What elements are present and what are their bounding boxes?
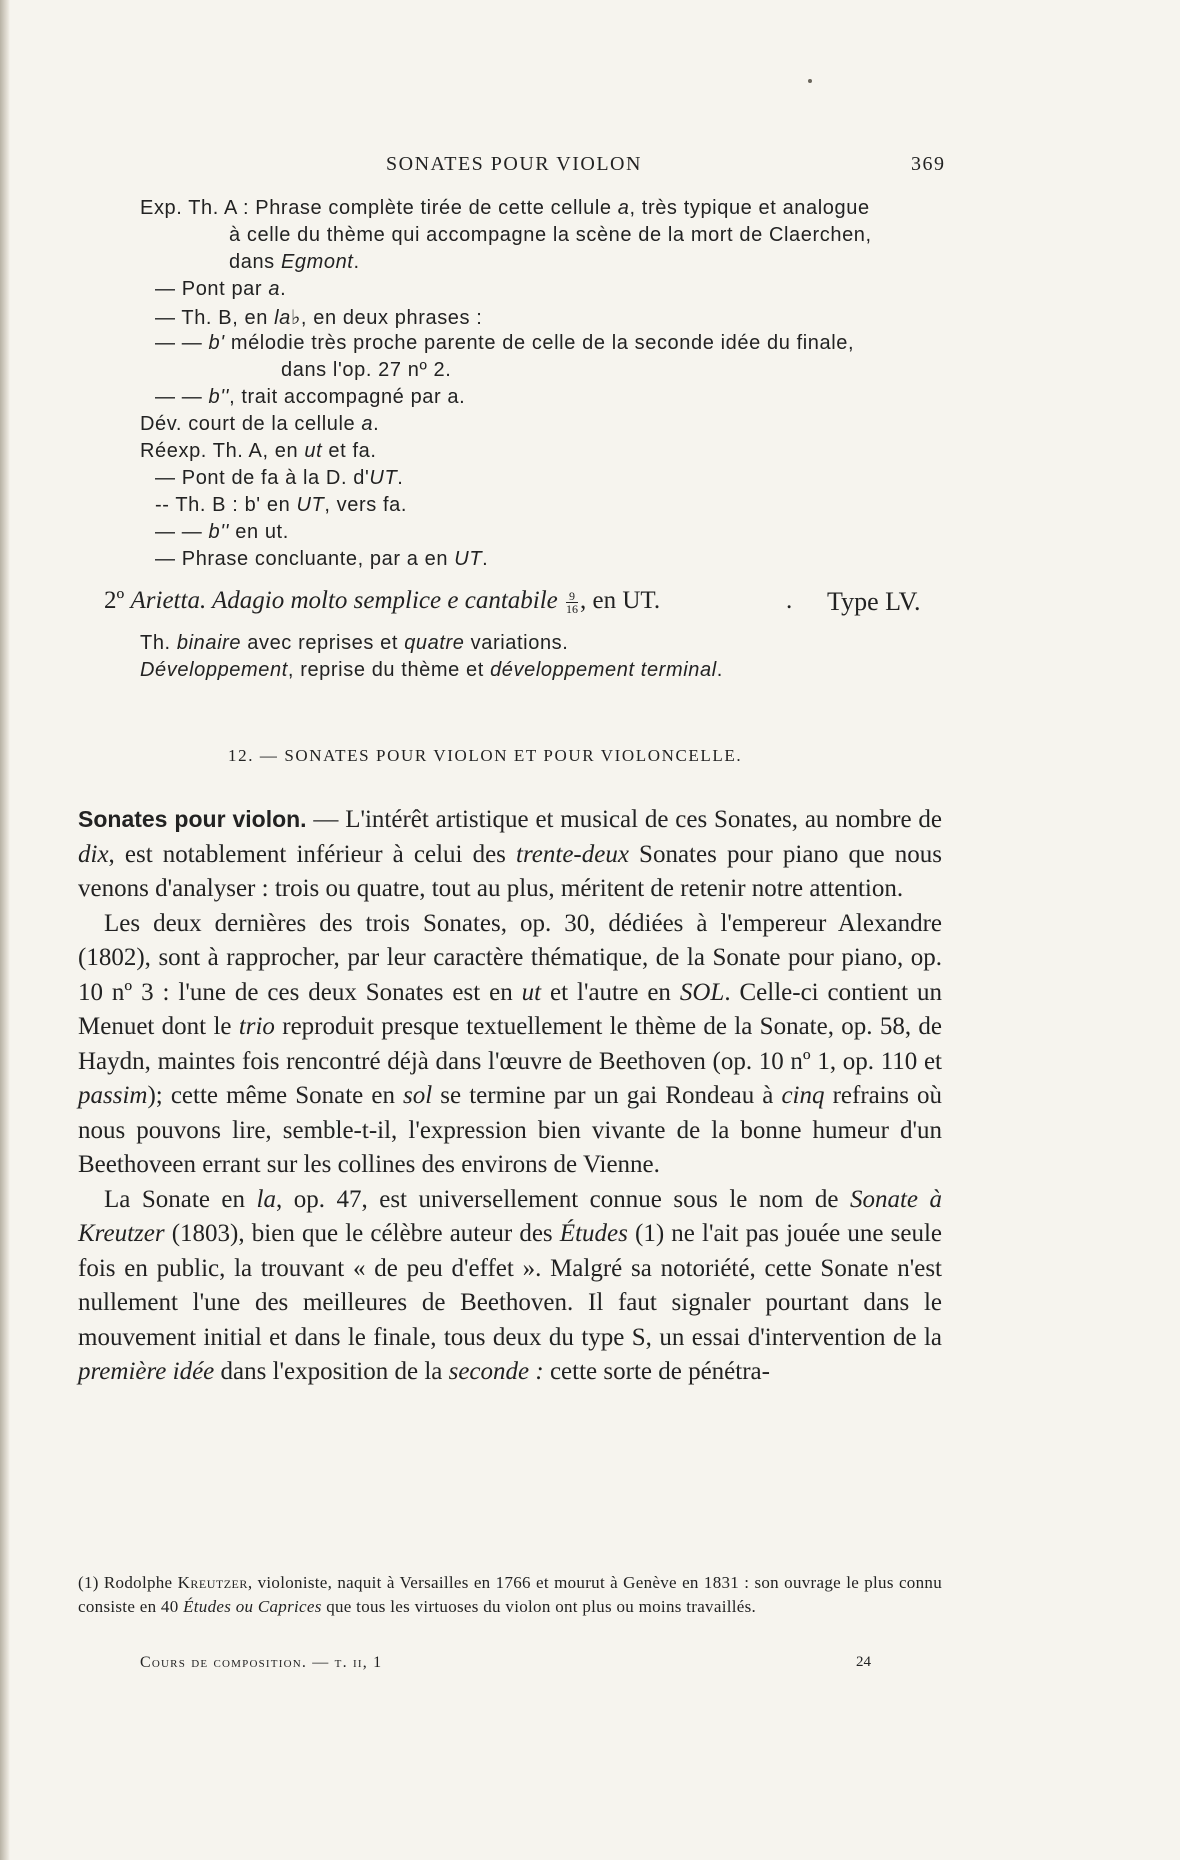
movement-note-2: Développement, reprise du thème et développement terminal. — [140, 659, 723, 681]
scan-speck — [808, 79, 812, 83]
analysis-line-8: — — b'', trait accompagné par a. — [155, 386, 466, 408]
scan-spine-shadow — [0, 0, 10, 1860]
body-text — [78, 802, 942, 1390]
analysis-line-3: dans Egmont. — [229, 251, 360, 273]
analysis-line-10: Réexp. Th. A, en ut et fa. — [140, 440, 377, 462]
movement-dot: . — [786, 587, 793, 614]
footer-signature-number: 24 — [856, 1654, 871, 1670]
analysis-line-4: — Pont par a. — [155, 278, 287, 300]
analysis-line-13: — — b'' en ut. — [155, 521, 289, 543]
movement-note-1: Th. binaire avec reprises et quatre variations. — [140, 632, 569, 654]
analysis-line-11: — Pont de fa à la D. d'UT. — [155, 467, 404, 489]
page-number: 369 — [911, 153, 946, 175]
footnote: (1) Rodolphe Kreutzer, violoniste, naquit à Versailles en 1766 et mourut à Genève en 1831 : son ouvrage le plus connu consiste en 40 Études ou Caprices que tous les virtuoses du violon ont plus ou moins travaillés. — [78, 1573, 942, 1616]
analysis-line-7: dans l'op. 27 nº 2. — [281, 359, 452, 381]
analysis-line-14: — Phrase concluante, par a en UT. — [155, 548, 489, 570]
paragraph-1: Sonates pour violon. — L'intérêt artistique et musical de ces Sonates, au nombre de dix, est notablement inférieur à celui des trente-deux Sonates pour piano que nous venons d'analyser : trois ou quatre, tout au plus, méritent de retenir notre attention. — [78, 806, 942, 902]
analysis-line-1: Exp. Th. A : Phrase complète tirée de cette cellule a, très typique et analogue — [140, 197, 870, 219]
analysis-line-9: Dév. court de la cellule a. — [140, 413, 380, 435]
paragraph-2: Les deux dernières des trois Sonates, op. 30, dédiées à l'empereur Alexandre (1802), sont à rapprocher, par leur caractère thématique, de la Sonate pour piano, op. 10 nº 3 : l'une de ces deux Sonates est en ut et l'autre en SOL. Celle-ci contient un Menuet dont le trio reproduit presque textuellement le thème de la Sonate, op. 58, de Haydn, maintes fois rencontré déjà dans l'œuvre de Beethoven (op. 10 nº 1, op. 110 et passim); cette même Sonate en sol se termine par un gai Rondeau à cinq refrains où nous pouvons lire, semble-t-il, l'expression bien vivante de la bonne humeur d'un Beethoveen errant sur les collines des environs de Vienne. — [78, 909, 943, 1178]
running-header-title: SONATES POUR VIOLON — [386, 153, 642, 175]
analysis-line-5: — Th. B, en la♭, en deux phrases : — [155, 307, 483, 329]
section-heading: 12. — SONATES POUR VIOLON ET POUR VIOLONCELLE. — [228, 746, 743, 765]
movement-type: Type LV. — [827, 587, 921, 616]
movement-heading: 2º Arietta. Adagio molto semplice e cantabile $\frac{9}{16}$ , en UT. — [104, 587, 661, 616]
time-signature: $\frac{9}{16}$ — [566, 588, 578, 616]
footer-signature: Cours de composition. — t. ii, 1 — [140, 1654, 383, 1671]
analysis-line-2: à celle du thème qui accompagne la scène de la mort de Claerchen, — [229, 224, 872, 246]
analysis-line-12: -- Th. B : b' en UT, vers fa. — [155, 494, 408, 516]
paragraph-3: La Sonate en la, op. 47, est universellement connue sous le nom de Sonate à Kreutzer (1803), bien que le célèbre auteur des Études (1) ne l'ait pas jouée une seule fois en public, la trouvant « de peu d'effet ». Malgré sa notoriété, cette Sonate n'est nullement l'une des meilleures de Beethoven. Il faut signaler pourtant dans le mouvement initial et dans le finale, tous deux du type S, un essai d'intervention de la première idée dans l'exposition de la seconde : cette sorte de pénétra- — [78, 1185, 942, 1385]
analysis-line-6: — — b' mélodie très proche parente de celle de la seconde idée du finale, — [155, 332, 855, 354]
